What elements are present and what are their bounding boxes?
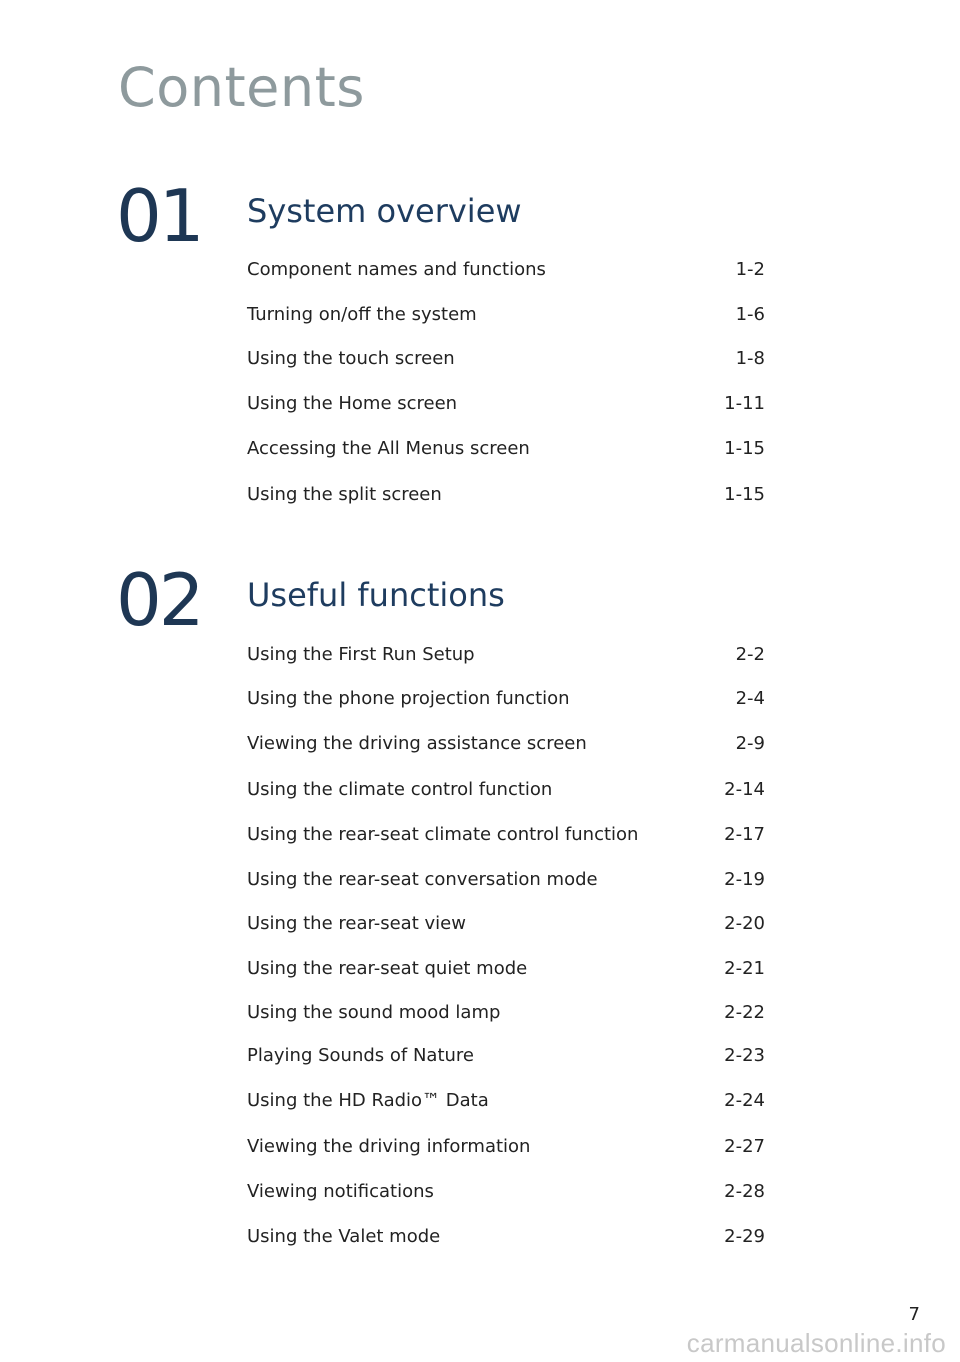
toc-entry-label: Using the Home screen — [247, 392, 458, 414]
toc-entry-label: Viewing the driving information — [247, 1135, 531, 1157]
toc-entry-page: 1-11 — [724, 392, 765, 414]
toc-entry[interactable] — [247, 256, 765, 282]
page-title: Contents — [118, 56, 365, 119]
toc-entry-page: 2-17 — [724, 823, 765, 845]
chapter-title: Useful functions — [247, 576, 505, 614]
toc-entry[interactable] — [247, 390, 765, 416]
toc-entry[interactable] — [247, 821, 765, 847]
toc-entry-label: Using the touch screen — [247, 347, 455, 369]
toc-entry[interactable] — [247, 955, 765, 981]
toc-entry-page: 2-4 — [735, 687, 765, 709]
watermark: carmanualsonline.info — [686, 1328, 946, 1358]
toc-entry-page: 1-15 — [724, 483, 765, 505]
toc-entry-page: 2-9 — [735, 732, 765, 754]
toc-entry-page: 2-22 — [724, 1001, 765, 1023]
toc-entry-page: 2-27 — [724, 1135, 765, 1157]
toc-entry-label: Playing Sounds of Nature — [247, 1044, 474, 1066]
toc-entry[interactable] — [247, 685, 765, 711]
toc-entry[interactable] — [247, 345, 765, 371]
toc-entry-label: Viewing the driving assistance screen — [247, 732, 587, 754]
toc-entry-page: 1-15 — [724, 437, 765, 459]
toc-entry[interactable] — [247, 1042, 765, 1068]
page-number: 7 — [908, 1304, 920, 1325]
toc-entry-label: Using the sound mood lamp — [247, 1001, 501, 1023]
toc-entry-page: 2-28 — [724, 1180, 765, 1202]
toc-entry[interactable] — [247, 866, 765, 892]
toc-entry[interactable] — [247, 910, 765, 936]
toc-entry-label: Turning on/off the system — [247, 303, 477, 325]
chapter-number: 02 — [116, 558, 202, 642]
toc-entry[interactable] — [247, 1087, 765, 1113]
toc-entry-label: Using the rear-seat quiet mode — [247, 957, 528, 979]
toc-entry-label: Using the split screen — [247, 483, 442, 505]
toc-entry[interactable] — [247, 301, 765, 327]
toc-entry[interactable] — [247, 730, 765, 756]
toc-entry-page: 1-6 — [735, 303, 765, 325]
toc-entry-label: Using the HD Radio™ Data — [247, 1089, 489, 1111]
toc-entry-page: 2-23 — [724, 1044, 765, 1066]
toc-entry-label: Using the rear-seat conversation mode — [247, 868, 598, 890]
toc-entry-page: 2-2 — [735, 643, 765, 665]
toc-entry-page: 2-24 — [724, 1089, 765, 1111]
chapter-title: System overview — [247, 192, 522, 230]
toc-entry-page: 1-8 — [735, 347, 765, 369]
toc-entry[interactable] — [247, 1178, 765, 1204]
toc-entry-label: Using the rear-seat view — [247, 912, 466, 934]
toc-entry[interactable] — [247, 999, 765, 1025]
toc-entry-label: Viewing notifications — [247, 1180, 434, 1202]
toc-entry[interactable] — [247, 776, 765, 802]
toc-entry-label: Using the phone projection function — [247, 687, 570, 709]
toc-entry-label: Component names and functions — [247, 258, 546, 280]
chapter-number: 01 — [116, 174, 202, 258]
toc-entry[interactable] — [247, 641, 765, 667]
toc-entry-label: Accessing the All Menus screen — [247, 437, 530, 459]
toc-entry[interactable] — [247, 435, 765, 461]
toc-entry-page: 2-20 — [724, 912, 765, 934]
toc-entry-label: Using the Valet mode — [247, 1225, 441, 1247]
toc-entry-page: 1-2 — [735, 258, 765, 280]
toc-entry-label: Using the rear-seat climate control function — [247, 823, 639, 845]
toc-entry-label: Using the climate control function — [247, 778, 553, 800]
toc-entry[interactable] — [247, 1133, 765, 1159]
toc-entry-page: 2-19 — [724, 868, 765, 890]
toc-entry-page: 2-21 — [724, 957, 765, 979]
toc-entry-page: 2-29 — [724, 1225, 765, 1247]
toc-entry-page: 2-14 — [724, 778, 765, 800]
toc-entry-label: Using the First Run Setup — [247, 643, 475, 665]
toc-entry[interactable] — [247, 1223, 765, 1249]
toc-entry[interactable] — [247, 481, 765, 507]
